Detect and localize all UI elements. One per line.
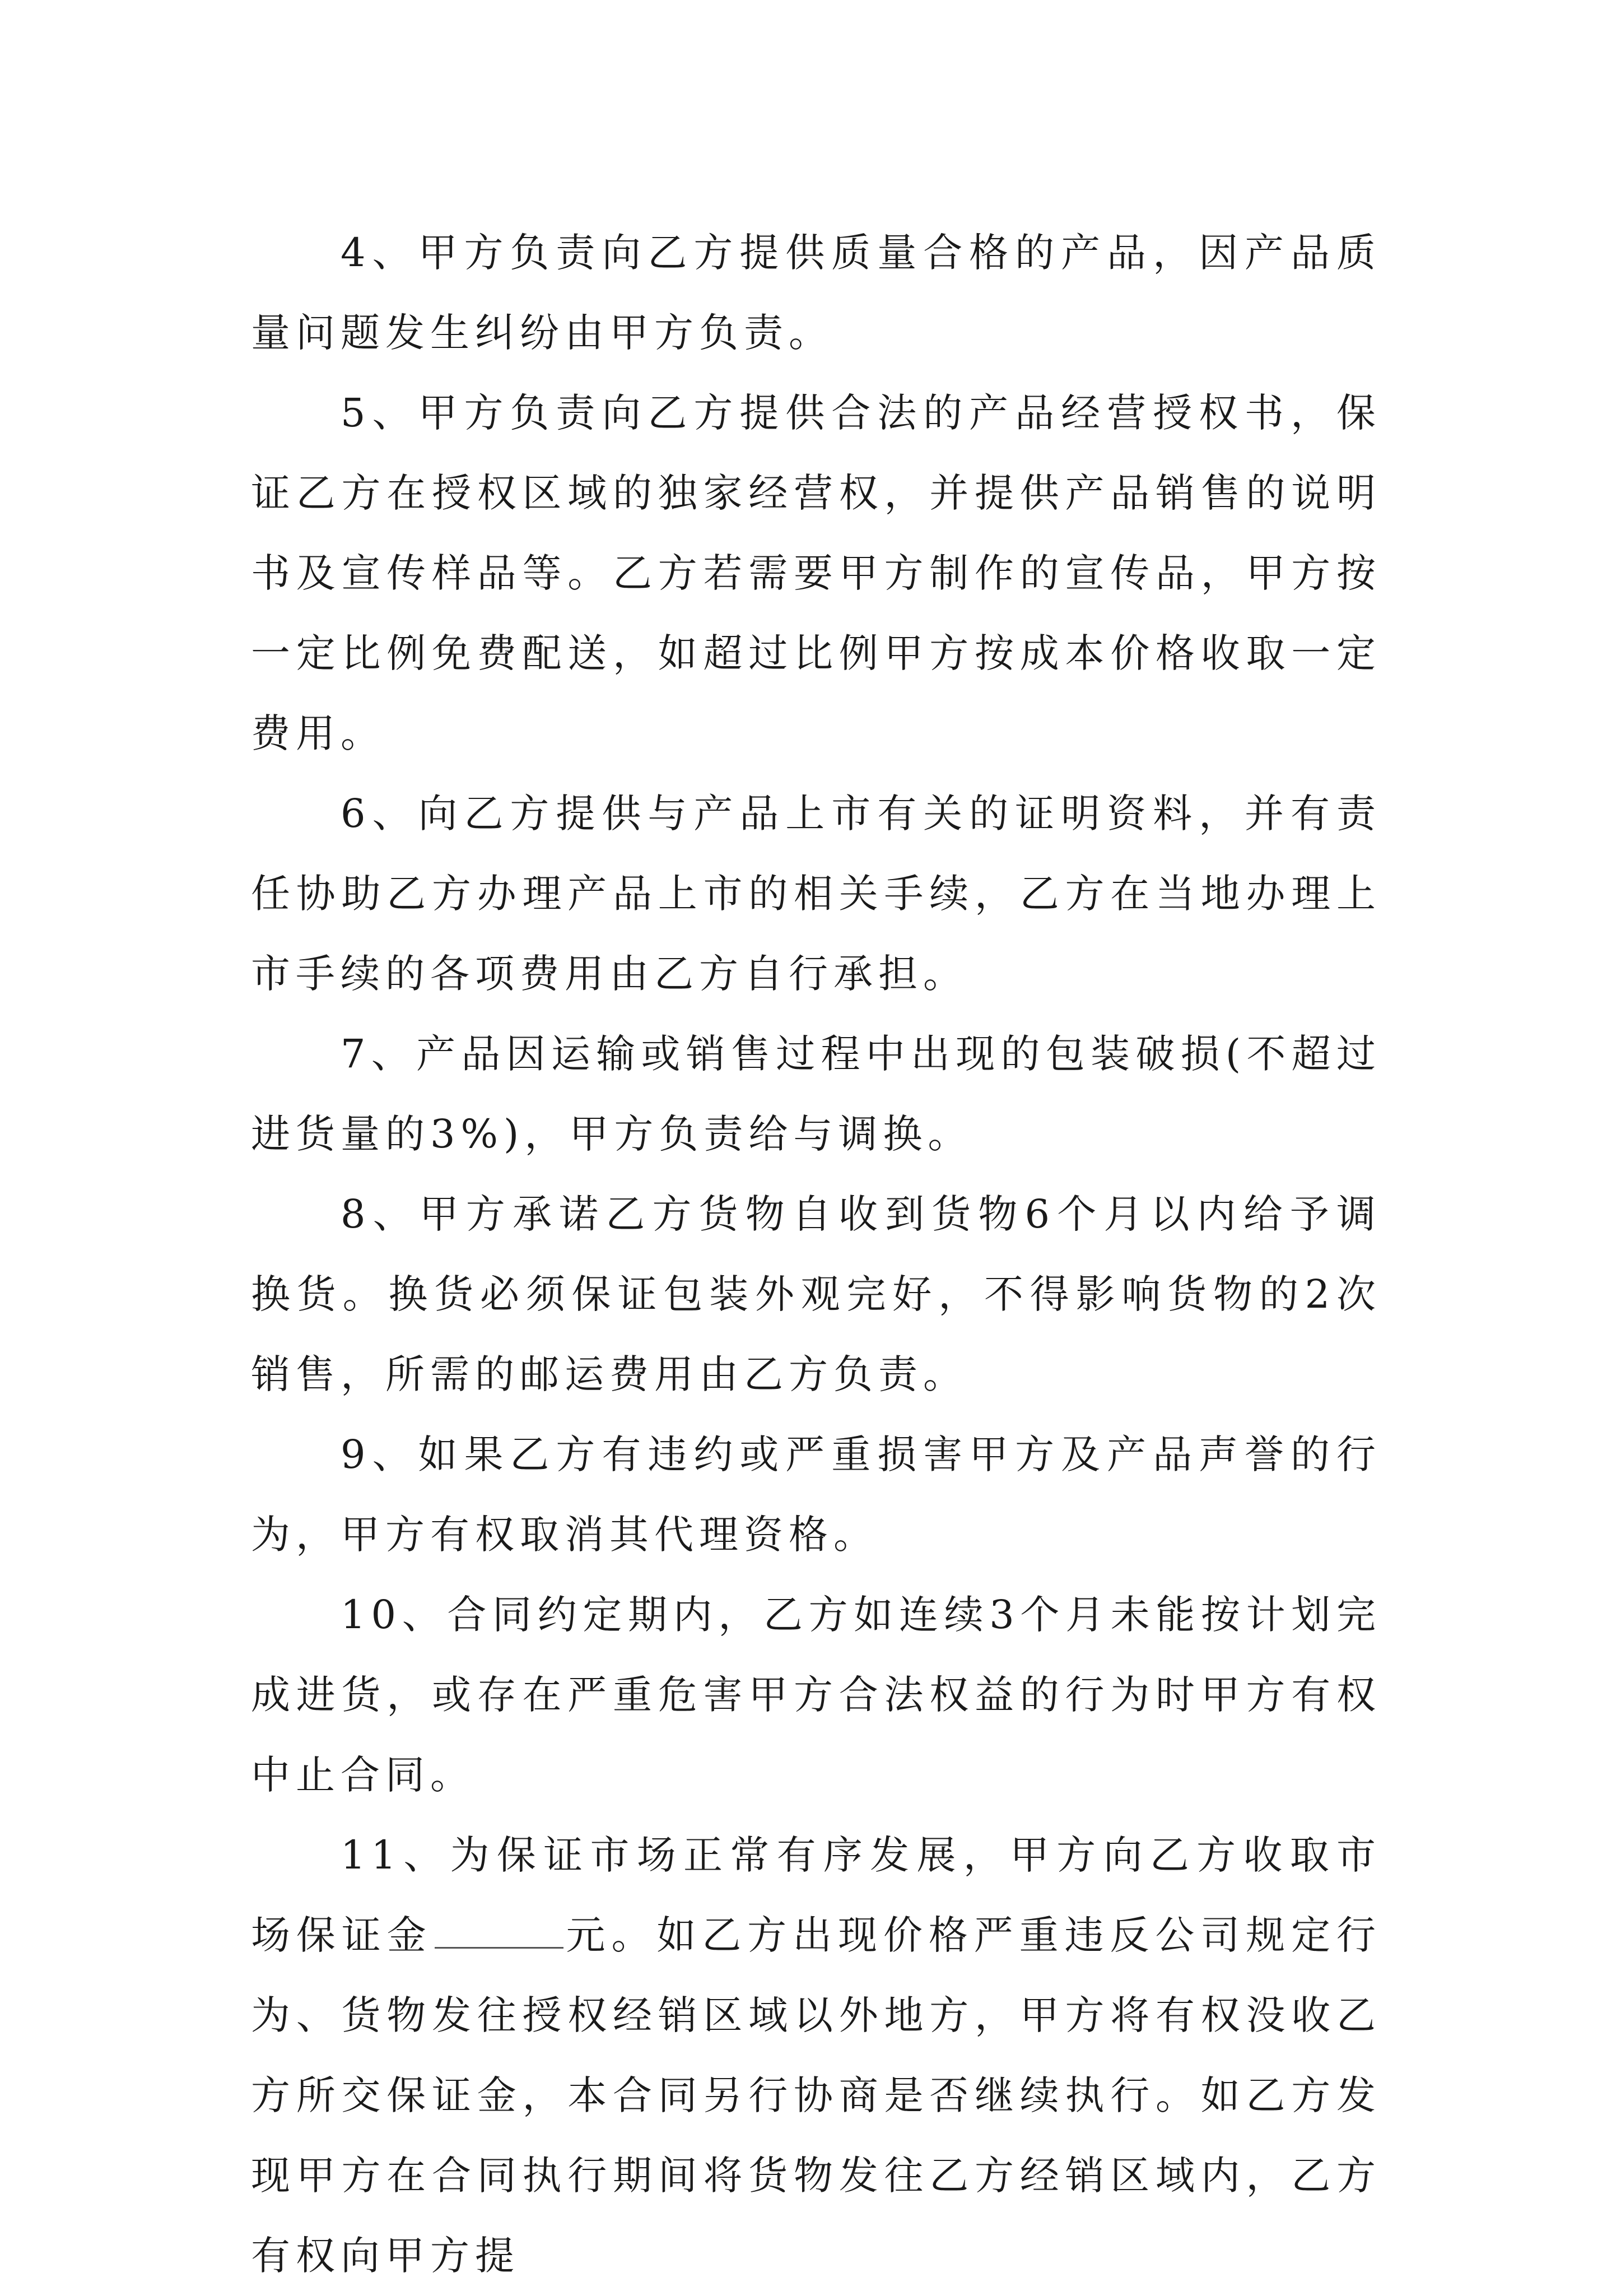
clause-10: 10、合同约定期内，乙方如连续3个月未能按计划完成进货，或存在严重危害甲方合法权益的行为时甲方有权中止合同。 (251, 1592, 1381, 1798)
clause-11-part-1: 11、为保证市场正常有序发展，甲方向乙方收取市场保证金 (251, 1832, 1381, 1958)
clause-9: 9、如果乙方有违约或严重损害甲方及产品声誉的行为，甲方有权取消其代理资格。 (251, 1431, 1381, 1558)
clause-11-part-2: 元。如乙方出现价格严重违反公司规定行为、货物发往授权经销区域以外地方，甲方将有权没收乙方所交保证金，本合同另行协商是否继续执行。如乙方发现甲方在合同执行期间将货物发往乙方经销区域内，乙方有权向甲方提 (251, 1912, 1382, 2279)
clause-11 (251, 1815, 1381, 2296)
clause-4: 4、甲方负责向乙方提供质量合格的产品，因产品质量问题发生纠纷由甲方负责。 (251, 230, 1381, 356)
clause-5: 5、甲方负责向乙方提供合法的产品经营授权书，保证乙方在授权区域的独家经营权，并提供产品销售的说明书及宣传样品等。乙方若需要甲方制作的宣传品，甲方按一定比例免费配送，如超过比例甲方按成本价格收取一定费用。 (251, 390, 1381, 756)
clause-6: 6、向乙方提供与产品上市有关的证明资料，并有责任协助乙方办理产品上市的相关手续，乙方在当地办理上市手续的各项费用由乙方自行承担。 (251, 791, 1381, 997)
document-body (251, 213, 1381, 2296)
deposit-amount-blank (435, 1913, 563, 1949)
clause-8: 8、甲方承诺乙方货物自收到货物6个月以内给予调换货。换货必须保证包装外观完好，不得影响货物的2次销售，所需的邮运费用由乙方负责。 (251, 1191, 1381, 1397)
clause-7: 7、产品因运输或销售过程中出现的包装破损(不超过进货量的3%)，甲方负责给与调换。 (251, 1031, 1381, 1157)
